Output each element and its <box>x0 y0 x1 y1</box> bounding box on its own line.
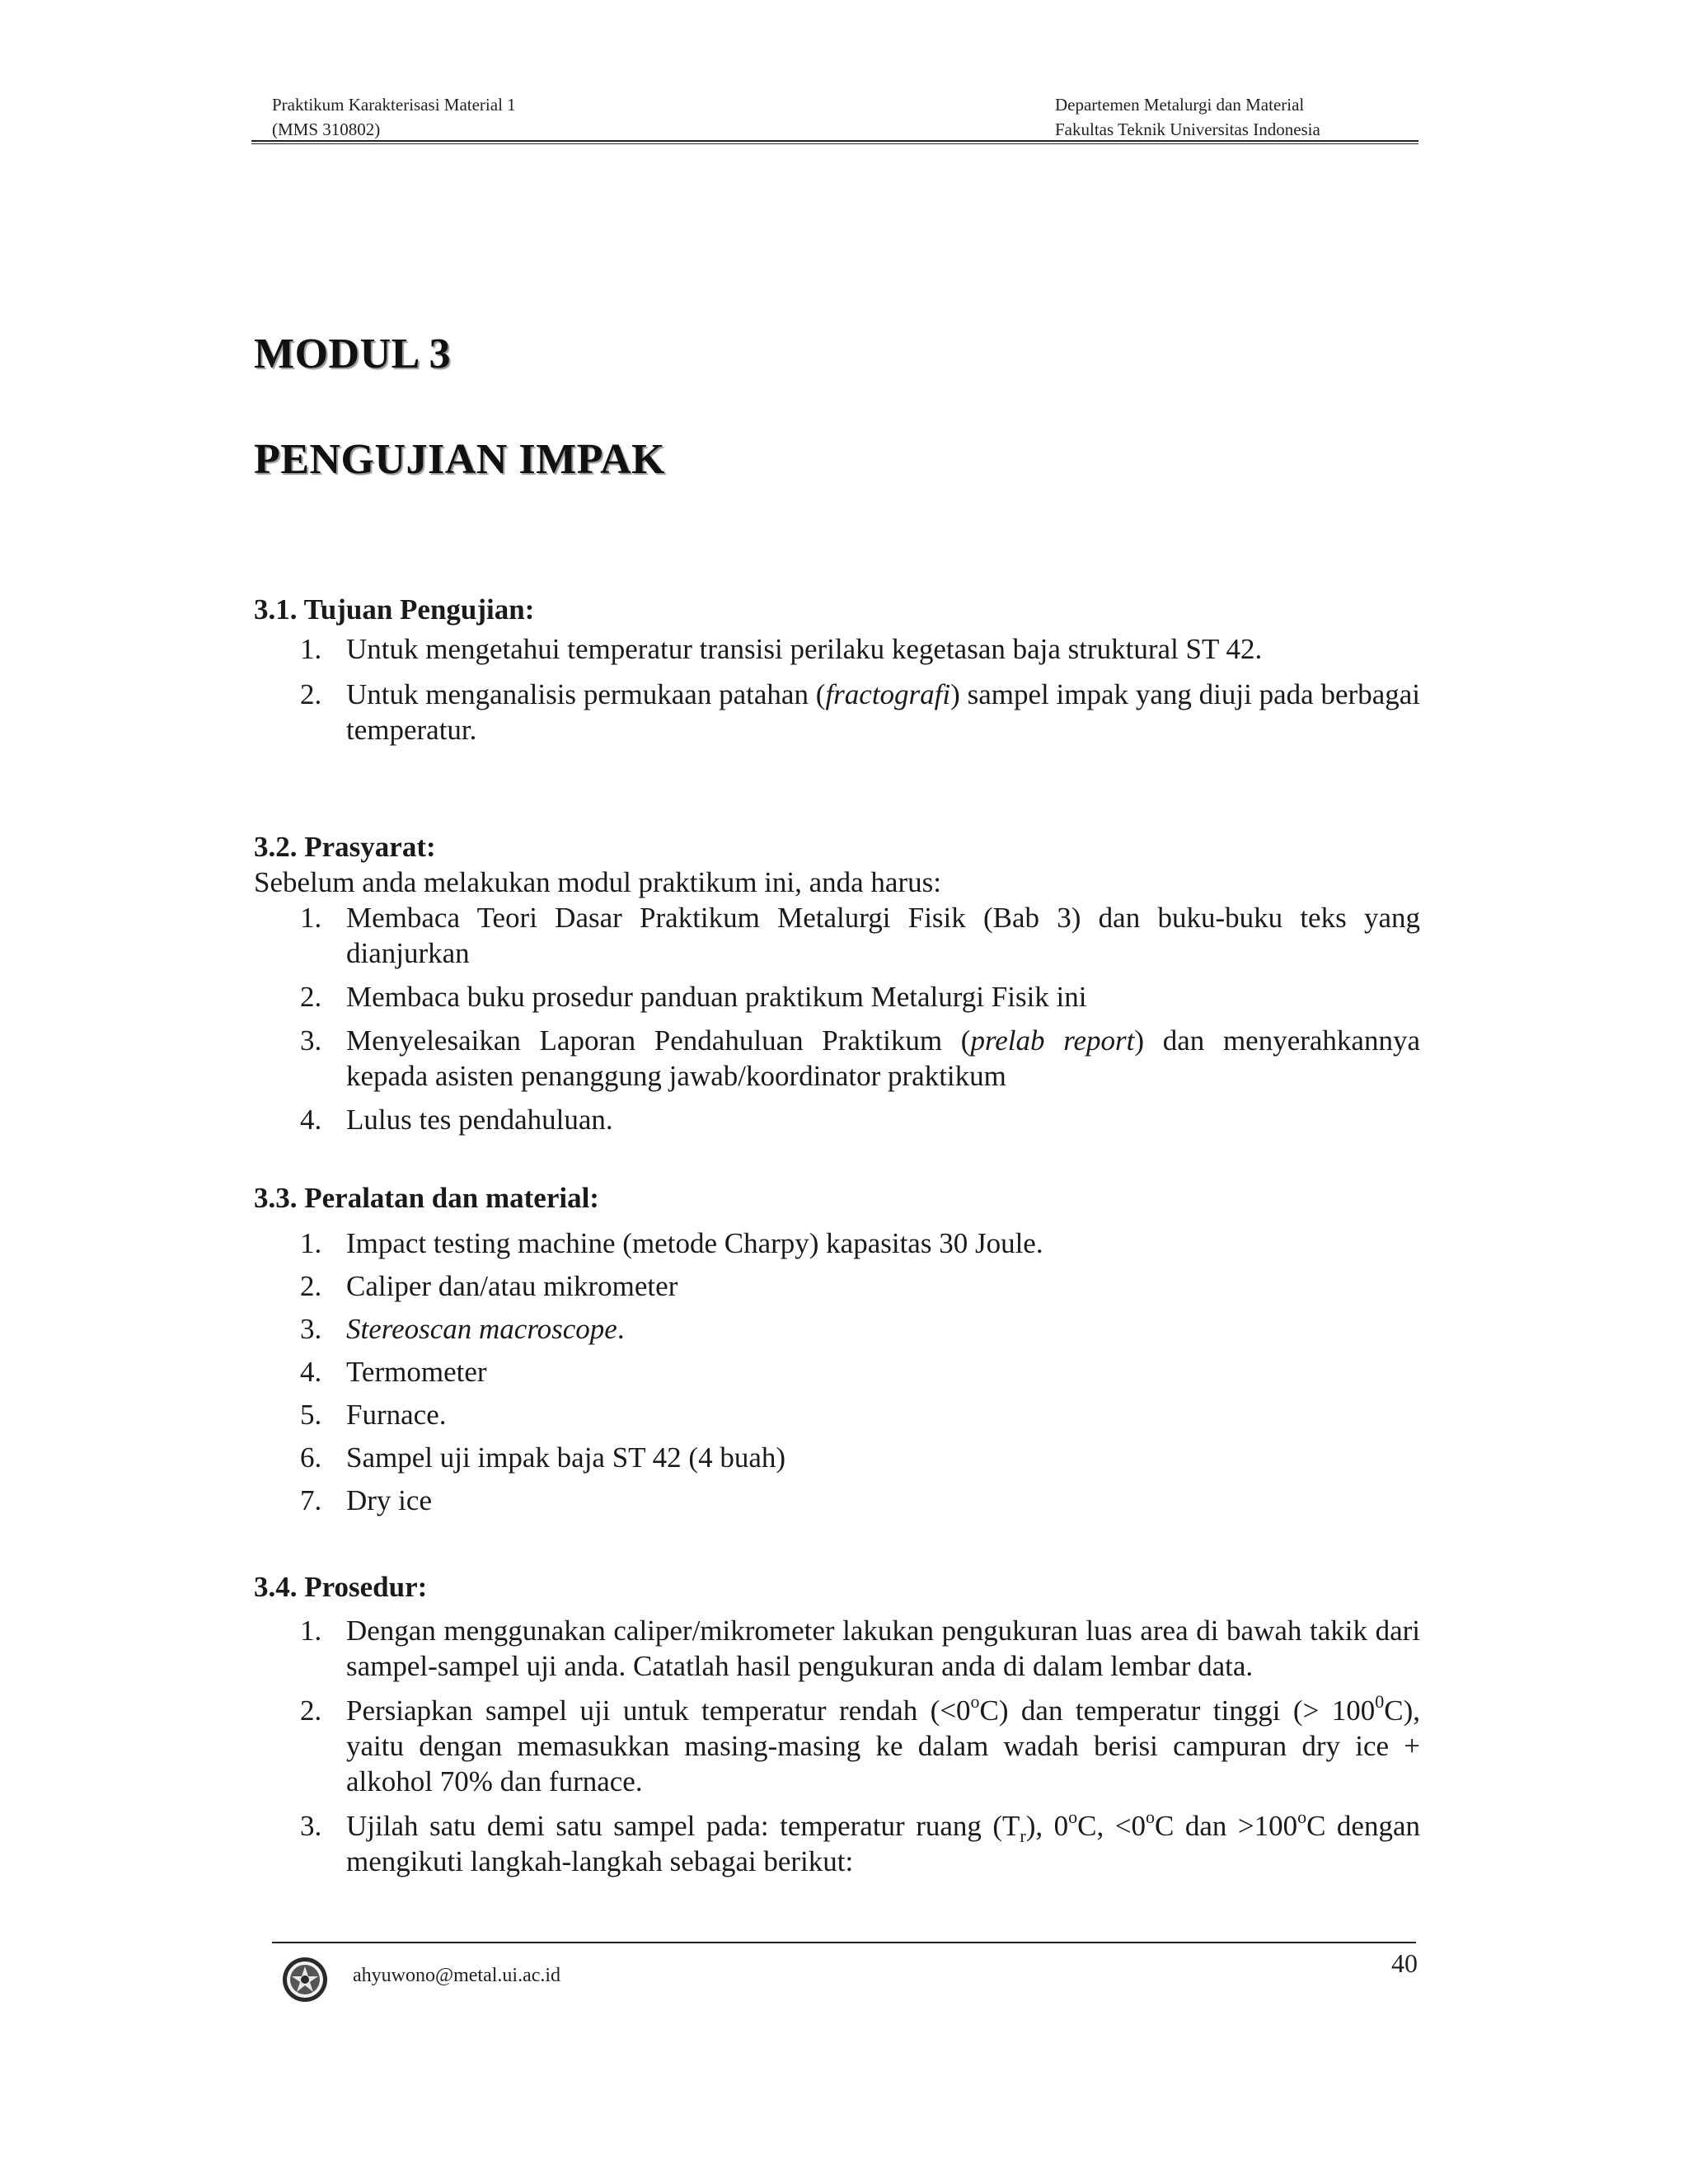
list-text-part: ) dan menyerahkannya kepada asisten penanggung jawab/koordinator praktikum <box>346 1024 1420 1092</box>
list-text-part: C dengan mengikuti langkah-langkah sebagai berikut: <box>346 1810 1421 1877</box>
page-header <box>272 92 1418 142</box>
list-text-part: . <box>617 1313 625 1345</box>
section-heading: 3.4. Prosedur: <box>254 1571 428 1603</box>
header-right <box>1055 92 1320 142</box>
objectives-list <box>254 631 1420 748</box>
list-item <box>254 979 1420 1015</box>
module-title: MODUL 3 <box>254 330 451 377</box>
list-text-part: Menyelesaikan Laporan Pendahuluan Praktikum ( <box>346 1024 971 1057</box>
list-number: 4. <box>300 1356 322 1388</box>
header-left <box>272 92 516 142</box>
list-text: Impact testing machine (metode Charpy) kapasitas 30 Joule. <box>346 1227 1043 1259</box>
header-faculty: Fakultas Teknik Universitas Indonesia <box>1055 120 1320 139</box>
list-text: Furnace. <box>346 1399 447 1431</box>
list-number: 2. <box>300 981 322 1013</box>
list-number: 2. <box>300 1694 322 1727</box>
list-item <box>254 1023 1420 1094</box>
subscript: r <box>1020 1825 1026 1846</box>
list-item <box>254 1397 1420 1432</box>
list-text-part: C), yaitu dengan memasukkan masing-masing ke dalam wadah berisi campuran dry ice + alkohol 70% dan furnace. <box>346 1694 1420 1797</box>
list-item <box>254 1440 1420 1475</box>
list-number: 7. <box>300 1484 322 1516</box>
page-number: 40 <box>1391 1948 1418 1978</box>
list-item <box>254 1354 1420 1390</box>
section-heading: 3.2. Prasyarat: <box>254 831 436 863</box>
list-item <box>254 1268 1420 1304</box>
list-item <box>254 1311 1420 1347</box>
superscript: o <box>970 1691 980 1713</box>
section-intro: Sebelum anda melakukan modul praktikum ini, anda harus: <box>254 866 941 898</box>
list-text-part: Ujilah satu demi satu sampel pada: temperatur ruang (T <box>346 1810 1020 1842</box>
list-item <box>254 677 1420 748</box>
list-number: 1. <box>300 633 322 665</box>
superscript: o <box>1145 1807 1155 1828</box>
list-text: Membaca Teori Dasar Praktikum Metalurgi Fisik (Bab 3) dan buku-buku teks yang dianjurkan <box>346 902 1420 969</box>
module-name: PENGUJIAN IMPAK <box>254 436 666 483</box>
list-text-part: C dan >100 <box>1154 1810 1298 1842</box>
section-objectives <box>254 592 1420 748</box>
superscript: o <box>1297 1807 1307 1828</box>
list-number: 1. <box>300 902 322 934</box>
list-item <box>254 1102 1420 1137</box>
list-item <box>254 1693 1420 1799</box>
list-number: 5. <box>300 1399 322 1431</box>
section-heading: 3.1. Tujuan Pengujian: <box>254 593 535 626</box>
list-item <box>254 1483 1420 1518</box>
footer-email: ahyuwono@metal.ui.ac.id <box>353 1965 561 1986</box>
list-number: 6. <box>300 1441 322 1474</box>
section-equipment <box>254 1180 1420 1518</box>
list-number: 3. <box>300 1024 322 1057</box>
list-text-part: C) dan temperatur tinggi (> 100 <box>979 1694 1376 1727</box>
list-text-part: ) sampel impak yang diuji pada berbagai temperatur. <box>346 678 1420 746</box>
list-text: Termometer <box>346 1356 487 1388</box>
section-heading: 3.3. Peralatan dan material: <box>254 1182 599 1214</box>
header-course-title: Praktikum Karakterisasi Material 1 <box>272 95 516 115</box>
list-text-part: Persiapkan sampel uji untuk temperatur rendah (<0 <box>346 1694 971 1727</box>
list-text: Lulus tes pendahuluan. <box>346 1104 613 1136</box>
header-course-code: (MMS 310802) <box>272 120 381 139</box>
list-text: Sampel uji impak baja ST 42 (4 buah) <box>346 1441 786 1474</box>
list-text-emphasis: Stereoscan macroscope <box>346 1313 617 1345</box>
list-number: 2. <box>300 678 322 710</box>
list-text-emphasis: prelab report <box>970 1024 1135 1057</box>
list-text: Dengan menggunakan caliper/mikrometer lakukan pengukuran luas area di bawah takik dari sampel-sampel uji anda. Catatlah hasil pengukuran anda di dalam lembar data. <box>346 1615 1420 1682</box>
list-item <box>254 631 1420 667</box>
university-seal-icon <box>280 1955 330 2004</box>
list-item <box>254 1808 1420 1879</box>
footer-divider <box>272 1942 1416 1943</box>
list-text-part: ), 0 <box>1025 1810 1069 1842</box>
list-text-part: C, <0 <box>1077 1810 1146 1842</box>
list-number: 3. <box>300 1313 322 1345</box>
list-number: 1. <box>300 1227 322 1259</box>
list-number: 1. <box>300 1615 322 1647</box>
list-item <box>254 1613 1420 1684</box>
list-item <box>254 900 1420 971</box>
list-text-part: Untuk menganalisis permukaan patahan ( <box>346 678 826 710</box>
list-text: Membaca buku prosedur panduan praktikum Metalurgi Fisik ini <box>346 981 1087 1013</box>
section-prerequisites <box>254 829 1420 1137</box>
list-item <box>254 1226 1420 1261</box>
list-text-emphasis: fractografi <box>825 678 951 710</box>
list-text: Untuk mengetahui temperatur transisi perilaku kegetasan baja struktural ST 42. <box>346 633 1263 665</box>
procedure-list <box>254 1613 1420 1879</box>
header-divider <box>251 140 1418 144</box>
equipment-list <box>254 1226 1420 1518</box>
list-number: 4. <box>300 1104 322 1136</box>
superscript: 0 <box>1375 1691 1385 1713</box>
list-text: Dry ice <box>346 1484 432 1516</box>
superscript: o <box>1068 1807 1078 1828</box>
header-department: Departemen Metalurgi dan Material <box>1055 95 1305 115</box>
section-procedure <box>254 1569 1420 1879</box>
list-text: Caliper dan/atau mikrometer <box>346 1270 678 1302</box>
list-number: 2. <box>300 1270 322 1302</box>
list-number: 3. <box>300 1810 322 1842</box>
prerequisites-list <box>254 900 1420 1137</box>
